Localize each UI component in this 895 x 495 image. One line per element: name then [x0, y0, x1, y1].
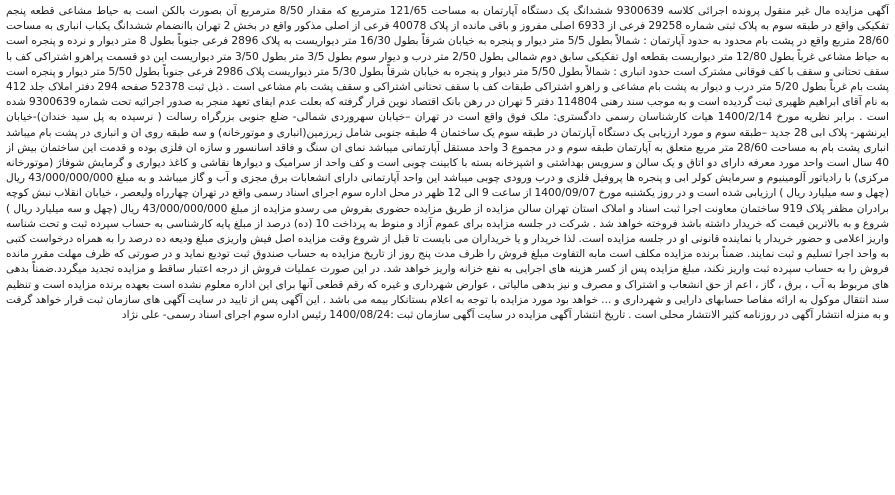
notice-paragraph: آگهی مزایده مال غیر منقول پرونده اجرائی کلاسه 9300639 ششدانگ یک دستگاه آپارتمان به مساحت 121/65 مترمربع که مقدار 8/50 مترمربع آن بصورت بالکن است به حیاط مشاعی قطعه پنجم تفکیکی واقع در طبقه سوم به پلاک ثبتی شماره 29258 فرعی از 6933 اصلی مفروز و باقی مانده از پلاک 40078 فرعی از اصلی مذکور واقع در بخش 2 تهران باانضمام ششدانگ یکباب انباری به مساحت 28/60 متربع واقع در پشت بام محدود به حدود آپارتمان : شمالاً بطول 5/5 متر دیوار و پنجره به خیابان شرقاً بطول 16/30 متر دیواریست به پلاک 2896 فرعی جنوباً بطول 8 متر دیوار و نرده و پنجره است به حیاط مشاعی غرباً بطول 12/80 متر دیواریست بقطعه اول تفکیکی سابق دوم شمالی بطول 2/50 متر درب و دیوار سوم بطول 3/5 متر بطول 3/50 متر دیواریست این دو قسمت پراهرو اشتراکی کف با سقف تحتانی و سقف با کف فوقانی مشترک است حدود انباری : شمالاً بطول 5/50 متر دیوار و پنجره به خیابان شرقاً بطول 5/30 متر دیواریست پلاک 2986 فرعی جنوباً بطول 5/50 متر دیوار و پنجره است پشت بام غرباً بطول 5/20 متر درب و دیوار به پشت بام مشاعی و راهرو اشتراکی طبقات کف با سقف تحتانی اشتراکی و سقف پشت بام مشاعی است . ذیل ثبت 52378 صفحه 294 دفتر املاک جلد 412 به نام آقای ابراهیم ظهیری ثبت گردیده است و به موجب سند رهنی 114804 دفتر 5 تهران در رهن بانک اقتصاد نوین قرار گرفته که بعلت عدم ایفای تعهد منجر به صدور اجرائیه تحت شماره 9300639 شده است . برابر نظریه مورخ 1400/2/14 هیات کارشناسان رسمی دادگستری: ملک فوق واقع است در تهران –خیابان سهروردی شمالی- ضلع جنوبی بزرگراه رسالت ( نرسیده به پل سید خندان)-خیابان ایرنشهر- پلاک ابی 28 جدید –طبقه سوم و مورد ارزیابی یک دستگاه آپارتمان در طبقه سوم یک ساختمان 4 طبقه جنوبی شامل زیرزمین(انباری و موتورخانه) و سه طبقه روی ان و انباری در پشت بام میباشد انباری پشت بام به مساحت 28/60 متر مربع متعلق به آپارتمان طبقه سوم و در مجموع 3 واحد مستقل آپارتمانی میباشد نمای ان سنگ و فاقد اسانسور و سازه ان فلزی بوده و قدمت این ساختمان بیش از 40 سال است واحد مورد معرفه دارای دو اتاق و یک سالن و سرویس بهداشتی و اشپزخانه بسته با کابینت چوبی است و کف واحد از سرامیک و دیوارها نقاشی و کاغذ دیواری و گرمایش شوفاژ (موتورخانه مرکزی) با رادیاتور آلومینیوم و سرمایش کولر ابی و پنجره ها پروفیل فلزی و درب ورودی چوبی میباشد این واحد آپارتمانی دارای انشعابات برق مجزی و آب و گاز میباشد و به مبلغ 43/000/000/000 ریال (چهل و سه میلیارد ریال ) ارزیابی شده است و در روز یکشنبه مورخ 1400/09/07 از ساعت 9 الی 12 ظهر در محل اداره سوم اجرای اسناد رسمی واقع در تهران چهارراه ولیعصر ، خیابان انقلاب نبش کوچه برادران مظفر پلاک 919 ساختمان معاونت اجرا ثبت اسناد و املاک استان تهران سالن مزایده از طریق مزایده حضوری بفروش می رسدو مزایده از مبلغ 43/000/000/000 ریال (چهل و سه میلیارد ریال ) شروع و به بالاترین قیمت که خریدار داشته باشد فروخته خواهد شد . شرکت در جلسه مزایده برای عموم آزاد و منوط به پرداخت 10 (ده) درصد از مبلغ پایه کارشناسی به حساب سپرده ثبت و تحت شناسه واریز اعلامی و حضور خریدار یا نماینده قانونی او در جلسه مزایده است. لذا خریدار و یا خریداران می بایست تا قبل از شروع وقت مزایده اصل فیش واریزی مبلغ ودیعه ده درصد را به همراه درخواست کتبی به واحد اجرا تسلیم و ثبت نمایند. ضمناً برنده مزایده مکلف است مابه التفاوت مبلغ فروش را ظرف مدت پنج روز از تاریخ مزایده به حساب صندوق ثبت تودیع نماید و در صورتی که ظرف مهلت مقرر مانده فروش را به حساب سپرده ثبت واریز نکند، مبلغ مزایده پس از کسر هزینه های اجرایی به نفع خزانه واریز خواهد شد. در این صورت عملیات فروش از درجه اعتبار ساقط و مزایده تجدید میگردد.ضمناً بدهی های مربوط به آب ، برق ، گاز ، اعم از حق انشعاب و اشتراک و مصرف و نیز بدهی مالیاتی ، عوارض شهرداری و غیره که رقم قطعی آنها برای این اداره معلوم نشده است بعهده برنده مزایده است و تنظیم سند انتقال موکول به ارائه مفاصا حسابهای دارایی و شهرداری و ... خواهد بود مورد مزایده با توجه به اعلام بستانکار بیمه می باشد . این آگهی پس از تایید در سایت آگهی های سازمان ثبت قرار خواهد گرفت و به منزله انتشار آگهی در روزنامه کثیر الانتشار محلی است . تاریخ انتشار آگهی مزایده در سایت آگهی سازمان ثبت :1400/08/24 رئیس اداره سوم اجرای اسناد رسمی- علی نژاد — [6, 5, 889, 322]
auction-notice — [6, 4, 889, 487]
